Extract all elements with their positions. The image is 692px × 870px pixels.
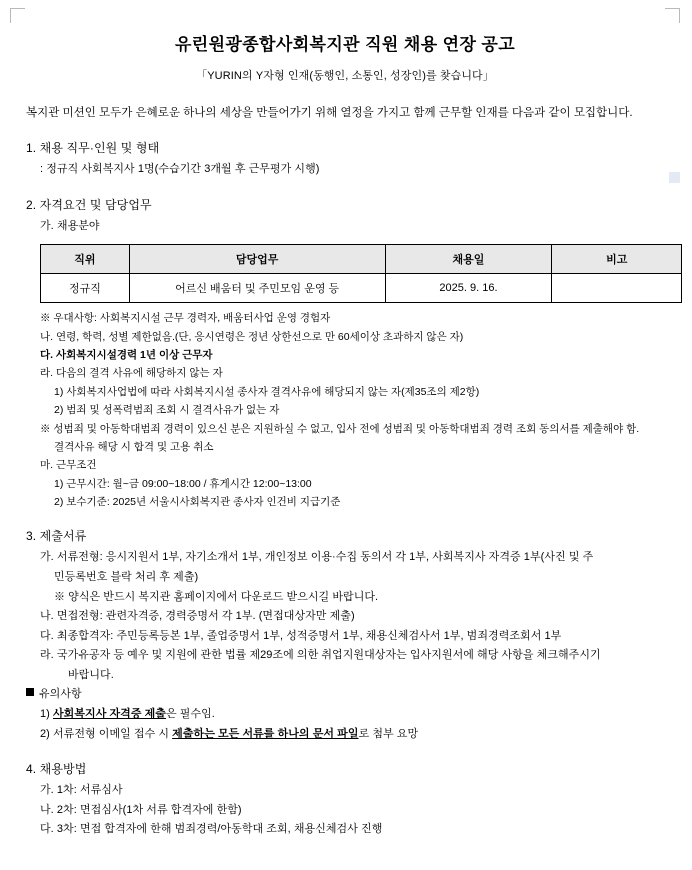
note-item-da: 다. 사회복지시설경력 1년 이상 근무자 (40, 349, 213, 362)
note-crime-record-cont: 결격사유 해당 시 합격 및 고용 취소 (54, 440, 214, 453)
method-line-c: 다. 3차: 면접 합격자에 한해 범죄경력/아동학대 조회, 채용신체검사 진행 (40, 823, 383, 836)
doc-line-d-cont: 바랍니다. (68, 668, 114, 681)
doc-line-c: 다. 최종합격자: 주민등록등본 1부, 졸업증명서 1부, 성적증명서 1부, 채용신체검사서 1부, 범죄경력조회서 1부 (40, 629, 562, 642)
doc-line-d: 라. 국가유공자 등 예우 및 지원에 관한 법률 제29조에 의한 취업지원대상자는 입사지원서에 해당 사항을 체크해주시기 (40, 649, 601, 662)
section-documents (26, 527, 664, 744)
page-title: 유린원광종합사회복지관 직원 채용 연장 공고 (174, 35, 516, 54)
note-item-ma: 마. 근무조건 (40, 459, 97, 472)
caution-item-1-strong: 사회복지사 자격증 제출 (53, 708, 166, 721)
table-header-note: 비고 (552, 245, 682, 274)
caution-item-2 (26, 725, 664, 745)
note-preference: ※ 우대사항: 사회복지시설 근무 경력자, 배움터사업 운영 경험자 (40, 312, 331, 325)
cell-date: 2025. 9. 16. (385, 274, 552, 303)
caution-item-2-prefix: 2) 서류전형 이메일 접수 시 (40, 727, 173, 740)
section-3-heading: 3. 제출서류 (26, 529, 87, 544)
doc-line-a-cont: 민등록번호 블락 처리 후 제출) (54, 570, 199, 583)
method-line-b: 나. 2차: 면접심사(1차 서류 합격자에 한함) (40, 803, 242, 816)
square-bullet-icon (26, 688, 34, 696)
method-line-a: 가. 1차: 서류심사 (40, 784, 123, 797)
caution-item-2-strong: 제출하는 모든 서류를 하나의 문서 파일 (172, 727, 359, 740)
note-crime-record: ※ 성범죄 및 아동학대범죄 경력이 있으신 분은 지원하실 수 없고, 입사 전에 성범죄 및 아동학대범죄 경력 조회 동의서를 제출해야 함. (40, 422, 640, 435)
section-recruit-position (26, 139, 664, 180)
table-header-position: 직위 (41, 245, 130, 274)
note-salary: 2) 보수기준: 2025년 서울시사회복지관 종사자 인건비 지급기준 (54, 496, 341, 509)
table-header-row (41, 245, 682, 274)
section-2-heading: 2. 자격요건 및 담당업무 (26, 197, 152, 212)
doc-line-b: 나. 면접전형: 관련자격증, 경력증명서 각 1부. (면접대상자만 제출) (40, 610, 355, 623)
cell-position: 정규직 (41, 274, 130, 303)
section-1-heading: 1. 채용 직무·인원 및 형태 (26, 141, 160, 156)
section-4-heading: 4. 채용방법 (26, 762, 87, 777)
caution-item-2-suffix: 로 첨부 요망 (358, 727, 419, 740)
table-row (41, 274, 682, 303)
caution-item-1-prefix: 1) (40, 708, 53, 721)
caution-label: 유의사항 (39, 688, 82, 701)
recruit-table (40, 244, 682, 303)
intro-paragraph: 복지관 미션인 모두가 은혜로운 하나의 세상을 만들어가기 위해 열정을 가지고 함께 근무할 인재를 다음과 같이 모집합니다. (26, 107, 633, 119)
note-item-ra-2: 2) 범죄 및 성폭력범죄 조회 시 결격사유가 없는 자 (54, 404, 280, 417)
note-work-hours: 1) 근무시간: 월~금 09:00~18:00 / 휴게시간 12:00~13:00 (54, 477, 312, 490)
crop-mark-top-left (10, 8, 25, 23)
doc-line-form-note: ※ 양식은 반드시 복지관 홈페이지에서 다운로드 받으시길 바랍니다. (54, 590, 379, 603)
note-item-na: 나. 연령, 학력, 성별 제한없음.(단, 응시연령은 정년 상한선으로 만 60세이상 초과하지 않은 자) (40, 330, 464, 343)
section-qualifications (26, 196, 664, 512)
note-item-ra: 라. 다음의 결격 사유에 해당하지 않는 자 (40, 367, 223, 380)
caution-item-1-suffix: 은 필수임. (165, 708, 215, 721)
section-hiring-method (26, 760, 664, 840)
cell-note (552, 274, 682, 303)
page-margin-artifact (669, 172, 680, 183)
cell-duty: 어르신 배움터 및 주민모임 운영 등 (129, 274, 385, 303)
caution-item-1 (26, 705, 664, 725)
caution-heading (26, 685, 664, 705)
doc-line-a: 가. 서류전형: 응시지원서 1부, 자기소개서 1부, 개인정보 이용·수집 동의서 각 1부, 사회복지사 자격증 1부(사진 및 주 (40, 551, 594, 564)
section-1-line-1: : 정규직 사회복지사 1명(수습기간 3개월 후 근무평가 시행) (40, 163, 320, 176)
note-item-ra-1: 1) 사회복지사업법에 따라 사회복지시설 종사자 결격사유에 해당되지 않는 자(제35조의 제2항) (54, 385, 480, 398)
table-header-date: 채용일 (385, 245, 552, 274)
page-subtitle: 「YURIN의 Y자형 인재(동행인, 소통인, 성장인)를 찾습니다」 (196, 70, 494, 82)
section-2-subheading: 가. 채용분야 (40, 219, 100, 232)
table-header-duty: 담당업무 (129, 245, 385, 274)
crop-mark-top-right (665, 8, 680, 23)
